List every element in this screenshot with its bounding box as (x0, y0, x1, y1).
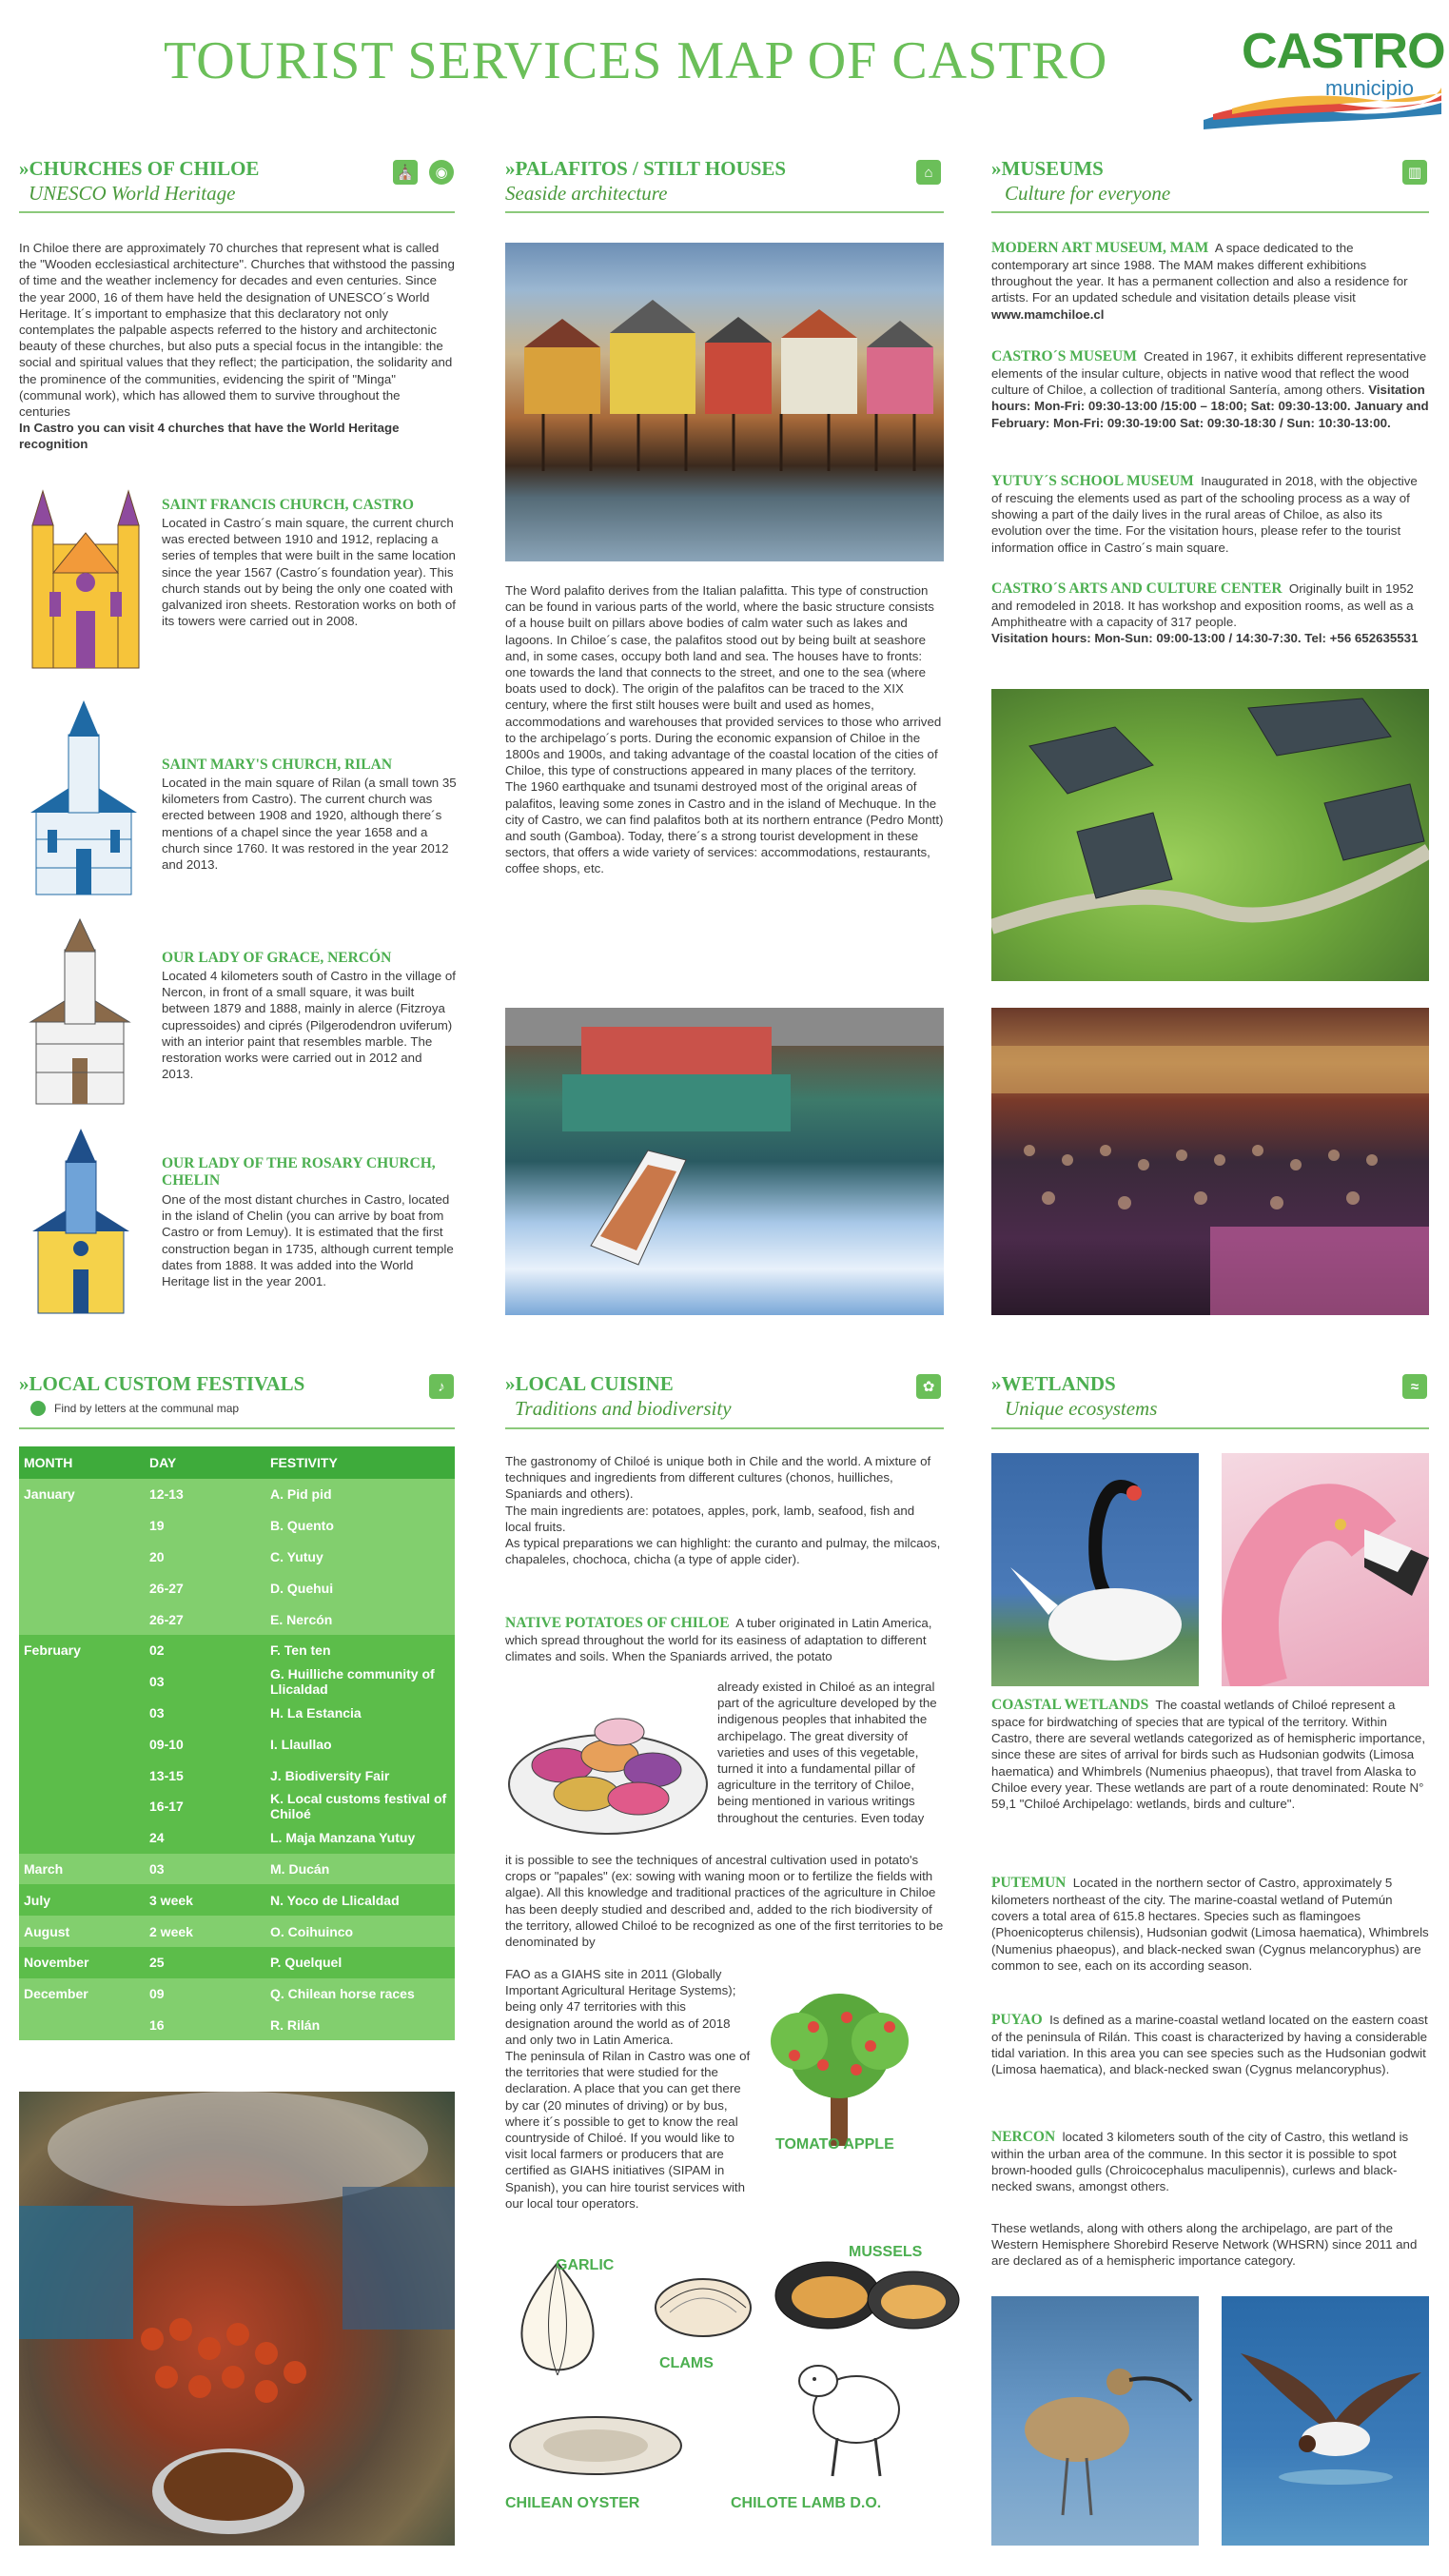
museum-item-castro: CASTRO´S MUSEUM Created in 1967, it exhibits different representative elements of the insular culture, objects in native wood that reflect the wood culture of Chiloe, a collection of traditional Santería, among others. Visitation hours: Mon-Fri: 09:30-13:00 /15:00 – 18:00; Sat: 09:30-13:00. January and February: Mon-Fri: 09:30-19:00 Sat: 09:30-18:30 / Sun: 10:30-13:00. (991, 348, 1429, 430)
festivity-name: Ten ten (284, 1642, 331, 1659)
church-description: One of the most distant churches in Castro, located in the island of Chelin (you can arrive by boat from Castro or from Lemuy). It is estimated that the first construction began in 1735, although current temple dates from 1888. It was added into the World Heritage list in the year 2001. (162, 1192, 454, 1289)
cell-day: 03 (149, 1674, 165, 1690)
section-divider (991, 1427, 1429, 1429)
curanto-photo (19, 2092, 455, 2546)
section-divider (991, 211, 1429, 213)
cell-festivity (270, 1642, 455, 1658)
church-description: Located in the main square of Rilan (a small town 35 kilometers from Castro). The current church was erected between 1908 and 1920, although there´s mentions of a chapel since the year 1658 and a church since 1760. It was restored in the year 2012 and 2013. (162, 776, 457, 873)
black-necked-swan-photo (991, 1453, 1199, 1686)
flamingo-photo (1222, 1453, 1429, 1686)
table-row (19, 1822, 455, 1854)
festivity-letter: Q. (270, 1986, 284, 2002)
table-row (19, 1510, 455, 1542)
table-row (19, 1760, 455, 1791)
cuisine-title: »LOCAL CUISINE (505, 1372, 674, 1395)
table-row (19, 1978, 455, 2010)
festivity-letter: O. (270, 1923, 284, 1939)
festival-icon: ♪ (429, 1374, 454, 1399)
festivity-name: Llaullao (281, 1736, 332, 1752)
cell-festivity (270, 1705, 455, 1721)
church-name: SAINT FRANCIS CHURCH, CASTRO (162, 497, 414, 513)
table-row (19, 1791, 455, 1822)
festivity-letter: L. (270, 1830, 283, 1846)
garlic-label: GARLIC (556, 2257, 615, 2273)
festivity-letter: E. (270, 1611, 284, 1627)
saint-marys-church-drawing (27, 697, 141, 896)
cell-month: February (24, 1642, 81, 1659)
cuisine-subtitle: Traditions and biodiversity (515, 1397, 732, 1420)
festivity-letter: I. (270, 1736, 278, 1752)
cell-festivity (270, 1612, 455, 1627)
cell-day: 26-27 (149, 1580, 184, 1596)
festivity-name: Local customs festival of Chiloé (270, 1791, 447, 1822)
museum-item-yutuy: YUTUY´S SCHOOL MUSEUM Inaugurated in 2018, with the objective of rescuing the elements used as part of the schooling process as a way of showing a part of the daily lives in the rural areas of Chiloe, as also its evolution over the time. For the visitation hours, please refer to the tourist information office in Castro´s main square. (991, 473, 1418, 555)
churches-intro: In Chiloe there are approximately 70 churches that represent what is called the "Wooden ecclesiastical architecture". Churches that withstood the passing of time and the weather inclemency for decades and even centuries. Since the year 2000, 16 of them have held the designation of UNESCO´s World Heritage. It´s important to emphasize that this declaratory not only contemplates the palpable aspects referred to the history and architectonic beauty of these churches, but also puts a special focus in the intangible: the social and spiritual values that they reflect; the participation, the solidarity and the prominence of the communities, evidencing the spirit of "Minga" (communal work), which has allowed them to survive throughout the centuries In Castro you can visit 4 churches that have the World Heritage recognition (19, 241, 455, 452)
festivity-name: Quehui (286, 1580, 334, 1596)
museums-title: »MUSEUMS (991, 157, 1104, 180)
cell-day: 12-13 (149, 1486, 184, 1503)
church-name: OUR LADY OF GRACE, NERCÓN (162, 950, 392, 966)
cell-festivity (270, 1955, 455, 1970)
whimbrel-photo (991, 2296, 1199, 2546)
festivals-title: »LOCAL CUSTOM FESTIVALS (19, 1372, 305, 1395)
palafitos-subtitle: Seaside architecture (505, 182, 668, 205)
page-title: TOURIST SERVICES MAP OF CASTRO (164, 31, 1108, 90)
church-name: OUR LADY OF THE ROSARY CHURCH, CHELIN (162, 1155, 436, 1189)
table-body (19, 1479, 455, 2040)
cell-festivity (270, 1549, 455, 1564)
cell-month: March (24, 1860, 64, 1877)
cell-festivity (270, 1893, 455, 1908)
wetland-item-nercon: NERCON located 3 kilometers south of the city of Castro, this wetland is within the urban area of the commune. In this sector it is possible to spot brown-hooded gulls (Chroicocephalus maculipennis), curlews and black-necked swans, amongst others. (991, 2129, 1409, 2194)
unesco-icon: ◉ (429, 160, 454, 185)
cell-month: November (24, 1955, 89, 1971)
column-header: FESTIVITY (270, 1455, 338, 1470)
clams-label: CLAMS (659, 2355, 714, 2371)
cell-festivity (270, 1581, 455, 1596)
cell-festivity (270, 1768, 455, 1783)
cell-day: 09-10 (149, 1736, 184, 1752)
table-row (19, 1728, 455, 1760)
cell-day: 02 (149, 1642, 165, 1659)
cell-day: 25 (149, 1955, 165, 1971)
festivity-letter: J. (270, 1767, 282, 1783)
column-header: DAY (149, 1455, 177, 1470)
festivity-letter: B. (270, 1518, 284, 1534)
oyster-illustration (505, 2412, 686, 2479)
native-potatoes-text-2: it is possible to see the techniques of ancestral cultivation used in potato's crops or "papales" (ex: sowing with waning moon or to fertilize the fields with algae). All this knowledge and traditional practices of the agriculture in Chiloe has been deeply studied and described and, added to the rich biodiversity of the territory, allowed Chiloé to be recognized as one of the first territories to be denominated by (505, 1853, 944, 1950)
logo-wordmark: CASTRO (1242, 24, 1445, 79)
table-row (19, 1542, 455, 1573)
our-lady-of-rosary-church-drawing (29, 1125, 133, 1315)
festivity-letter: G. (270, 1666, 284, 1682)
native-potatoes-intro: NATIVE POTATOES OF CHILOE A tuber originated in Latin America, which spread throughout the world for its easiness of adaptation to different climates and soils. When the Spaniards arrived, the potato (505, 1615, 932, 1664)
museum-item-mam: MODERN ART MUSEUM, MAM A space dedicated to the contemporary art since 1988. The MAM makes different exhibitions throughout the year. It has a permanent collection and also a residence for artists. For an updated schedule and visitation details please visit www.mamchiloe.cl (991, 240, 1408, 322)
festivity-name: La Estancia (286, 1704, 362, 1721)
cell-festivity (270, 1861, 455, 1877)
table-row (19, 1635, 455, 1666)
cell-festivity (270, 1791, 455, 1821)
section-divider (19, 211, 455, 213)
table-row (19, 1666, 455, 1698)
festivity-letter: M. (270, 1860, 285, 1877)
cell-festivity (270, 1486, 455, 1502)
museums-subtitle: Culture for everyone (1005, 182, 1171, 205)
saint-francis-church-drawing (21, 487, 150, 670)
wetlands-icon: ≈ (1402, 1374, 1427, 1399)
section-divider (505, 211, 944, 213)
table-row (19, 1884, 455, 1916)
palafitos-boat-photo (505, 1008, 944, 1315)
lamb-label: CHILOTE LAMB D.O. (731, 2495, 882, 2511)
cell-day: 09 (149, 1986, 165, 2002)
festivity-letter: C. (270, 1548, 284, 1564)
festivity-name: Biodiversity Fair (284, 1767, 390, 1783)
festivals-table (19, 1446, 455, 2040)
potatoes-illustration (505, 1699, 710, 1841)
cell-festivity (270, 1986, 455, 2001)
cell-festivity (270, 2017, 455, 2033)
festivity-name: Rilán (286, 2016, 321, 2033)
cell-day: 16 (149, 2016, 165, 2033)
festivity-name: Ducán (288, 1860, 330, 1877)
table-row (19, 1698, 455, 1729)
festivity-letter: N. (270, 1892, 284, 1908)
churches-subtitle: UNESCO World Heritage (29, 182, 236, 205)
festivity-letter: P. (270, 1955, 282, 1971)
table-row (19, 2010, 455, 2041)
cell-festivity (270, 1924, 455, 1939)
cell-day: 03 (149, 1860, 165, 1877)
cell-month: July (24, 1892, 51, 1908)
museum-icon: ▥ (1402, 160, 1427, 185)
apple-tree-illustration (756, 1989, 923, 2146)
wetlands-subtitle: Unique ecosystems (1005, 1397, 1158, 1420)
cell-day: 16-17 (149, 1799, 184, 1815)
festivity-letter: A. (270, 1486, 284, 1503)
castro-logo (1204, 24, 1445, 131)
column-header: MONTH (24, 1455, 73, 1470)
cell-festivity (270, 1666, 455, 1697)
table-row (19, 1947, 455, 1978)
festivity-name: Nercón (286, 1611, 333, 1627)
cuisine-intro: The gastronomy of Chiloé is unique both in Chile and the world. A mixture of techniques and ingredients from different cultures (chonos, huilliches, Spaniards and others). The main ingredients are: potatoes, apples, pork, lamb, seafood, fish and local fruits. As typical preparations we can highlight: the curanto and pulmay, the milcaos, chapaleles, chochoca, chicha (a type of apple cider). (505, 1454, 941, 1567)
museum-item-arts-center: CASTRO´S ARTS AND CULTURE CENTER Originally built in 1952 and remodeled in 2018. It has workshop and exposition rooms, as well as a Amphitheatre with a capacity of 317 people. Visitation hours: Mon-Sun: 09:00-13:00 / 14:30-7:30. Tel: +56 652635531 (991, 580, 1419, 646)
table-header (19, 1446, 455, 1479)
wetland-item-putemun: PUTEMUN Located in the northern sector of Castro, approximately 5 kilometers northeast of the city. The marine-coastal wetland of Putemún covers a total area of 615.8 hectares. Species such as flamingoes (Phoenicopterus chilensis), Hudsonian godwit (Limosa haematica), Whimbrels (Numenius phaeopus), and black-necked swan (Cygnus melancoryphus) are common to see, each on its according season. (991, 1875, 1429, 1973)
clams-illustration (651, 2270, 755, 2346)
native-potatoes-text-3: FAO as a GIAHS site in 2011 (Globally Important Agricultural Heritage Systems); being only 47 territories with this designation around the world as of 2018 and only two in Latin America. The peninsula of Rilan in Castro was one of the territories that were studied for the declaration. A place that you can get there by car (20 minutes of driving) or by bus, where it´s possible to get to know the real countryside of Chiloé. If you would like to visit local farmers or producers that are certified as GIAHS initiatives (SIPAM in Spanish), you can hire tourist services with our local tour operators. (505, 1967, 751, 2211)
logo-subtitle: municipio (1325, 76, 1414, 100)
festivity-letter: D. (270, 1580, 284, 1596)
festivity-letter: F. (270, 1642, 281, 1659)
cell-month: January (24, 1486, 75, 1503)
section-divider (505, 1427, 944, 1429)
cell-day: 13-15 (149, 1767, 184, 1783)
lamb-illustration (790, 2343, 913, 2486)
native-potatoes-text-1: already existed in Chiloé as an integral part of the agriculture developed by the indigenous peoples that inhabited the archipelago. The great diversity of varieties and uses of this vegetable, turned it into a fundamental pillar of agriculture in the territory of Chiloe, being mentioned in various writings throughout the centuries. Even today (717, 1680, 937, 1825)
festivity-letter: K. (270, 1791, 284, 1807)
our-lady-of-grace-church-drawing (27, 915, 133, 1106)
cell-month: December (24, 1986, 88, 2002)
church-icon: ⛪ (393, 160, 418, 185)
cell-festivity (270, 1518, 455, 1533)
cell-day: 20 (149, 1548, 165, 1564)
wetland-item-coastal: COASTAL WETLANDS The coastal wetlands of Chiloé represent a space for birdwatching of species that are typical of the territory. Within Castro, there are several wetlands categorized as of hemispheric importance, since these are sites of arrival for birds such as Hudsonian godwits (Limosa haematica) and Whimbrels (Numenius phaeopus), that travel from Alaska to Chiloe every year. These wetlands are part of a route denominated: Route N° 59,1 "Chiloé Archipelago: wetlands, birds and culture". (991, 1697, 1426, 1812)
tomato-apple-label: TOMATO APPLE (775, 2136, 894, 2153)
section-divider (19, 1427, 455, 1429)
church-description: Located 4 kilometers south of Castro in the village of Nercon, in front of a small square, it was built between 1879 and 1888, mainly in alerce (Fitzroya cupressoides) and ciprés (Pilgerodendron uviferum) with an interior paint that resembles marble. The restoration works were carried out in 2012 and 2013. (162, 969, 456, 1082)
festivity-name: Pid pid (286, 1486, 332, 1503)
mussels-label: MUSSELS (849, 2244, 923, 2260)
palafitos-title: »PALAFITOS / STILT HOUSES (505, 157, 787, 180)
cell-day: 26-27 (149, 1611, 184, 1627)
festivity-name: Chilean horse races (287, 1986, 415, 2002)
yutuy-museum-photo (991, 689, 1429, 981)
churches-title: »CHURCHES OF CHILOE (19, 157, 260, 180)
festivity-name: Yoco de Llicaldad (286, 1892, 400, 1908)
cell-day: 03 (149, 1704, 165, 1721)
church-description: Located in Castro´s main square, the current church was erected between 1910 and 1912, replacing a series of temples that were built in the same location since the year 1567 (Castro´s foundation year). This church stands out by being the only one coated with galvanized iron sheets. Restoration works on both of its towers were carried out in 2008. (162, 516, 456, 629)
palafitos-photo (505, 243, 944, 561)
festivity-letter: H. (270, 1704, 284, 1721)
table-row (19, 1572, 455, 1603)
wetland-item-puyao: PUYAO Is defined as a marine-coastal wetland located on the eastern coast of the peninsula of Rilán. This coast is characterized by having a considerable tidal variation. In this area you can see species such as the Hudsonian godwit (Limosa haematica), and black-necked swan (Cygnus melancoryphus). (991, 2012, 1428, 2077)
festivity-name: Yutuy (286, 1548, 323, 1564)
palafitos-description: The Word palafito derives from the Italian palafitta. This type of construction can be found in various parts of the world, where the basic structure consists of a house built on pillars above bodies of calm water such as lakes and lagoons. In Chiloe´s case, the palafitos stood out by being built at seashore and, in some cases, occupy both land and sea. The houses have to fronts: one towards the land that connects to the street, and one to the sea (where boats used to dock). The origin of the palafitos can be traced to the XIX century, where the first stilt houses were built and used as homes, accommodations and warehouses that provided services to those who arrived to the archipelago´s ports. During the economic expansion of Chiloe in the 1800s and 1900s, and taking advantage of the coastal location of the cities of Chiloe, this type of constructions appeared in many places of the territory. The 1960 earthquake and tsunami destroyed most of the original areas of palafitos, leaving some zones in Castro and in the island of Mechuque. In the city of Castro, we can find palafitos both at its northern entrance (Pedro Montt) and south (Gamboa). Today, there´s a strong tourist development in these sectors, that offers a wide variety of services: accommodations, restaurants, coffee shops, etc. (505, 583, 944, 876)
table-row (19, 1603, 455, 1635)
wetlands-closing: These wetlands, along with others along the archipelago, are part of the Western Hemisphere Shorebird Reserve Network (WHSRN) since 2011 and are declared as of a hemispheric importance category. (991, 2221, 1418, 2269)
church-name: SAINT MARY'S CHURCH, RILAN (162, 757, 393, 773)
festivity-letter: R. (270, 2016, 284, 2033)
festivals-note: Find by letters at the communal map (54, 1402, 240, 1415)
festivity-name: Quento (286, 1518, 334, 1534)
festivity-name: Huilliche community of Llicaldad (270, 1666, 435, 1698)
cell-day: 2 week (149, 1923, 193, 1939)
house-icon: ⌂ (916, 160, 941, 185)
table-row (19, 1854, 455, 1885)
festivity-name: Quelquel (284, 1955, 343, 1971)
oyster-label: CHILEAN OYSTER (505, 2495, 640, 2511)
cell-festivity (270, 1737, 455, 1752)
arts-center-photo (991, 1008, 1429, 1315)
wetlands-title: »WETLANDS (991, 1372, 1116, 1395)
cell-day: 3 week (149, 1892, 193, 1908)
festivity-name: Maja Manzana Yutuy (285, 1830, 416, 1846)
cell-month: August (24, 1923, 70, 1939)
cuisine-icon: ✿ (916, 1374, 941, 1399)
table-row (19, 1479, 455, 1510)
map-dot-icon (30, 1401, 46, 1416)
cell-festivity (270, 1830, 455, 1845)
festivity-name: Coihuinco (287, 1923, 354, 1939)
table-row (19, 1916, 455, 1947)
gull-photo (1222, 2296, 1429, 2546)
cell-day: 19 (149, 1518, 165, 1534)
cell-day: 24 (149, 1830, 165, 1846)
